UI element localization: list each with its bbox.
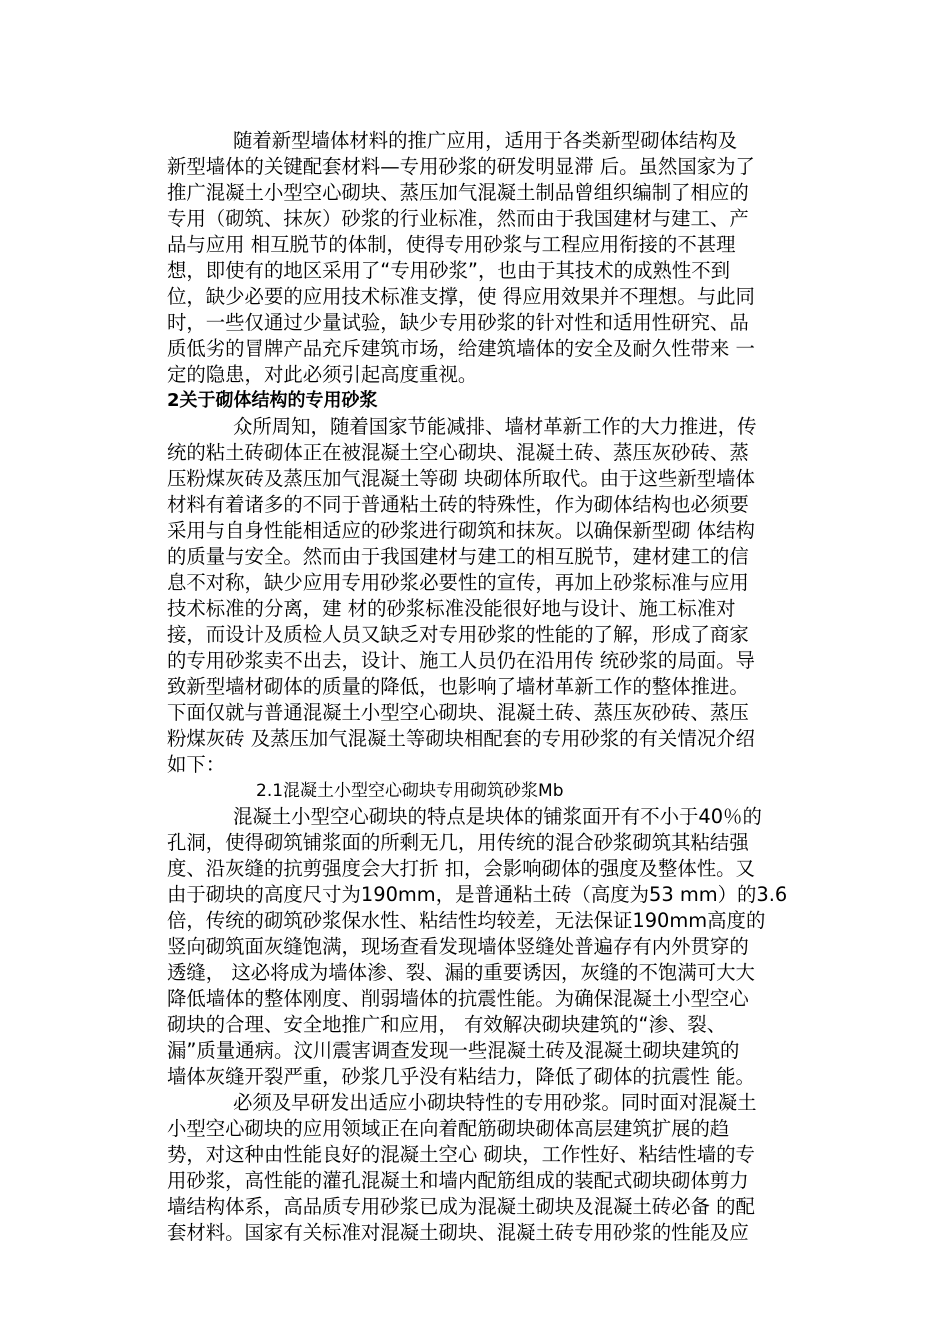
text-line: 砌块的合理、安全地推广和应用， 有效解决砌块建筑的“渗、裂、 — [167, 1013, 727, 1036]
subsection-heading: 2.1混凝土小型空心砌块专用砌筑砂浆Mb — [256, 781, 564, 801]
text-line: 时，一些仅通过少量试验，缺少专用砂浆的针对性和适用性研究、品 — [167, 311, 749, 334]
text-line: 墙体灰缝开裂严重，砂浆几乎没有粘结力，降低了砌体的抗震性 能。 — [167, 1065, 755, 1088]
text-line: 必须及早研发出适应小砌块特性的专用砂浆。同时面对混凝土 — [233, 1091, 757, 1114]
text-line: 众所周知，随着国家节能减排、墙材革新工作的大力推进，传 — [233, 415, 757, 438]
text-line: 质低劣的冒牌产品充斥建筑市场，给建筑墙体的安全及耐久性带来 一 — [167, 337, 755, 360]
text-line: 降低墙体的整体刚度、削弱墙体的抗震性能。为确保混凝土小型空心 — [167, 987, 749, 1010]
text-line: 息不对称，缺少应用专用砂浆必要性的宣传，再加上砂浆标准与应用 — [167, 571, 749, 594]
text-line: 推广混凝土小型空心砌块、蒸压加气混凝土制品曾组织编制了相应的 — [167, 181, 749, 204]
text-line: 透缝， 这必将成为墙体渗、裂、漏的重要诱因，灰缝的不饱满可大大 — [167, 961, 755, 984]
text-line: 竖向砌筑面灰缝饱满，现场查看发现墙体竖缝处普遍存有内外贯穿的 — [167, 935, 749, 958]
text-line: 混凝土小型空心砌块的特点是块体的铺浆面开有不小于40％的 — [233, 805, 762, 828]
text-line: 度、沿灰缝的抗剪强度会大打折 扣，会影响砌体的强度及整体性。又 — [167, 857, 755, 880]
text-line: 新型墙体的关键配套材料—专用砂浆的研发明显滞 后。虽然国家为了 — [167, 155, 755, 178]
text-line: 技术标准的分离，建 材的砂浆标准没能很好地与设计、施工标准对 — [167, 597, 736, 620]
text-line: 随着新型墙体材料的推广应用，适用于各类新型砌体结构及 — [233, 129, 738, 152]
text-line: 致新型墙材砌体的质量的降低，也影响了墙材革新工作的整体推进。 — [167, 675, 749, 698]
text-line: 的专用砂浆卖不出去，设计、施工人员仍在沿用传 统砂浆的局面。导 — [167, 649, 755, 672]
text-line: 用砂浆，高性能的灌孔混凝土和墙内配筋组成的装配式砌块砌体剪力 — [167, 1169, 749, 1192]
text-line: 倍，传统的砌筑砂浆保水性、粘结性均较差，无法保证190mm高度的 — [167, 909, 766, 932]
text-line: 套材料。国家有关标准对混凝土砌块、混凝土砖专用砂浆的性能及应 — [167, 1221, 749, 1244]
text-line: 粉煤灰砖 及蒸压加气混凝土等砌块相配套的专用砂浆的有关情况介绍 — [167, 727, 755, 750]
text-line: 下面仅就与普通混凝土小型空心砌块、混凝土砖、蒸压灰砂砖、蒸压 — [167, 701, 749, 724]
text-line: 接，而设计及质检人员又缺乏对专用砂浆的性能的了解，形成了商家 — [167, 623, 749, 646]
text-line: 墙结构体系，高品质专用砂浆已成为混凝土砌块及混凝土砖必备 的配 — [167, 1195, 755, 1218]
text-line: 的质量与安全。然而由于我国建材与建工的相互脱节，建材建工的信 — [167, 545, 749, 568]
text-line: 想，即使有的地区采用了“专用砂浆”，也由于其技术的成熟性不到 — [167, 259, 731, 282]
text-line: 专用（砌筑、抹灰）砂浆的行业标准，然而由于我国建材与建工、产 — [167, 207, 749, 230]
text-line: 定的隐患，对此必须引起高度重视。 — [167, 363, 478, 386]
text-line: 如下： — [167, 753, 226, 776]
text-line: 统的粘土砖砌体正在被混凝土空心砌块、混凝土砖、蒸压灰砂砖、蒸 — [167, 441, 749, 464]
text-line: 采用与自身性能相适应的砂浆进行砌筑和抹灰。以确保新型砌 体结构 — [167, 519, 755, 542]
text-line: 漏”质量通病。汶川震害调查发现一些混凝土砖及混凝土砌块建筑的 — [167, 1039, 740, 1062]
text-line: 势，对这种由性能良好的混凝土空心 砌块，工作性好、粘结性墙的专 — [167, 1143, 755, 1166]
text-line: 压粉煤灰砖及蒸压加气混凝土等砌 块砌体所取代。由于这些新型墙体 — [167, 467, 755, 490]
text-line: 由于砌块的高度尺寸为190mm，是普通粘土砖（高度为53 mm）的3.6 — [167, 883, 788, 906]
text-line: 品与应用 相互脱节的体制，使得专用砂浆与工程应用衔接的不甚理 — [167, 233, 736, 256]
text-line: 位，缺少必要的应用技术标准支撑，使 得应用效果并不理想。与此同 — [167, 285, 755, 308]
section-heading: 2关于砌体结构的专用砂浆 — [167, 390, 378, 411]
text-line: 孔洞，使得砌筑铺浆面的所剩无几，用传统的混合砂浆砌筑其粘结强 — [167, 831, 749, 854]
text-line: 小型空心砌块的应用领域正在向着配筋砌块砌体高层建筑扩展的趋 — [167, 1117, 730, 1140]
text-line: 材料有着诸多的不同于普通粘土砖的特殊性，作为砌体结构也必须要 — [167, 493, 749, 516]
